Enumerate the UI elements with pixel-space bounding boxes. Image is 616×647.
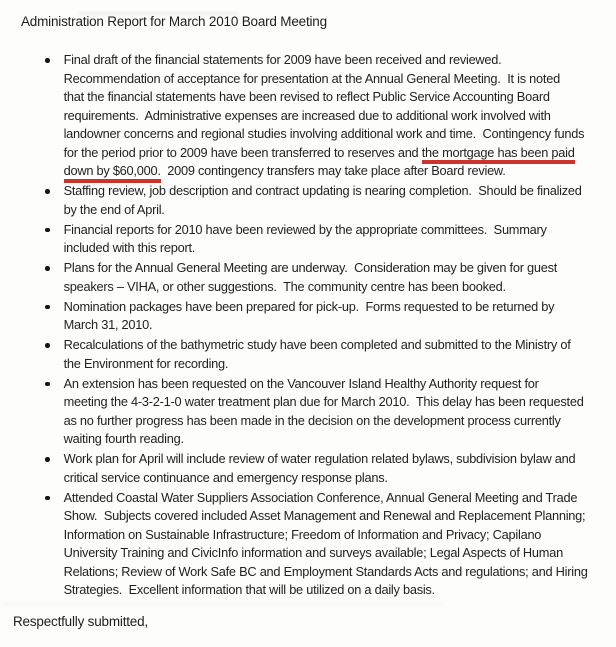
bullet-icon [45,266,50,271]
text-line: as no further progress has been made in the decision on the development process currently [63,412,561,428]
bullet-text-block [64,182,582,219]
text-line: Financial reports for 2010 have been reviewed by the appropriate committees. Summary [63,221,547,237]
text-line: included with this report. [63,240,196,255]
text-line: Recommendation of acceptance for presentation at the Annual General Meeting. It is noted [63,70,560,86]
bullet-icon [45,189,50,194]
text-line: Plans for the Annual General Meeting are underway. Consideration may be given for guest [63,260,558,275]
text-line: Work plan for April will include review of water regulation related bylaws, subdivision bylaw and [63,451,576,466]
text-line: An extension has been requested on the Vancouver Island Healthy Authority request for [63,375,539,391]
bullet-item-3 [42,221,602,258]
bullet-text-block [64,259,558,296]
text-line: Attended Coastal Water Suppliers Association Conference, Annual General Meeting and Trade [63,489,578,505]
text-line: speakers – VIHA, or other suggestions. The community centre has been booked. [63,278,506,294]
bullet-text-block [64,298,555,335]
text-line: by the end of April. [63,201,165,217]
text-line: Relations; Review of Work Safe BC and Employment Standards Acts and regulations; and Hiring [63,563,588,579]
text-line: that the financial statements have been revised to reflect Public Service Accounting Board [63,89,550,104]
text-line: landowner concerns and regional studies involving additional work and time. Contingency funds [63,126,585,141]
bullet-icon [45,228,50,233]
bullet-item-2 [42,182,602,219]
text-line: requirements. Administrative expenses are increased due to additional work involved with [63,107,551,123]
bullet-item-9 [42,489,602,600]
text-line: Nomination packages have been prepared for pick-up. Forms requested to be returned by [63,298,555,314]
text-line: Final draft of the financial statements for 2009 have been received and reviewed. [63,52,502,67]
bullet-text-block [64,51,585,181]
bullet-icon [45,496,50,501]
text-line: March 31, 2010. [63,317,153,332]
page-title: Administration Report for March 2010 Board Meeting [21,14,327,29]
text-line: Strategies. Excellent information that will be utilized on a daily basis. [63,582,435,597]
bullet-text-block [64,221,547,258]
bullet-text-block [64,336,571,373]
text-line: meeting the 4-3-2-1-0 water treatment plan due for March 2010. This delay has been requested [63,394,584,409]
bullet-item-7 [42,375,602,449]
text-line: down by $60,000. 2009 contingency transfers may take place after Board review. [64,162,585,181]
bullet-item-5 [42,298,602,335]
bullet-item-1 [42,51,602,181]
bullet-item-4 [42,259,602,296]
red-underline-annotation: the mortgage has been paid [422,145,575,165]
bullet-text-block [64,450,576,487]
bullet-text-block [64,375,584,449]
text-line: Staffing review, job description and contract updating is nearing completion. Should be finalized [63,183,582,198]
text-line: Recalculations of the bathymetric study have been completed and submitted to the Ministry of [63,337,571,352]
bullet-text-block [64,489,588,600]
bullet-list [42,51,602,601]
bullet-item-8 [42,450,602,487]
text-line: waiting fourth reading. [63,431,184,446]
bullet-icon [45,58,50,63]
text-line: for the period prior to 2009 have been transferred to reserves and the mortgage has been paid [64,144,585,163]
text-line: Information on Sustainable Infrastructure; Freedom of Information and Privacy; Capilano [63,526,542,542]
bullet-item-6 [42,336,602,373]
text-line: University Training and CivicInfo information and surveys available; Legal Aspects of Human [63,545,563,560]
red-underline-annotation: down by $60,000. [64,163,161,183]
scan-artifact-footer [2,603,442,605]
closing-text: Respectfully submitted, [13,614,148,629]
text-line: the Environment for recording. [63,355,229,371]
bullet-icon [45,305,50,310]
text-line: Show. Subjects covered included Asset Management and Renewal and Replacement Planning; [63,508,586,523]
bullet-icon [45,382,50,387]
bullet-icon [45,343,50,348]
bullet-icon [45,457,50,462]
text-line: critical service continuance and emergency response plans. [63,469,388,485]
